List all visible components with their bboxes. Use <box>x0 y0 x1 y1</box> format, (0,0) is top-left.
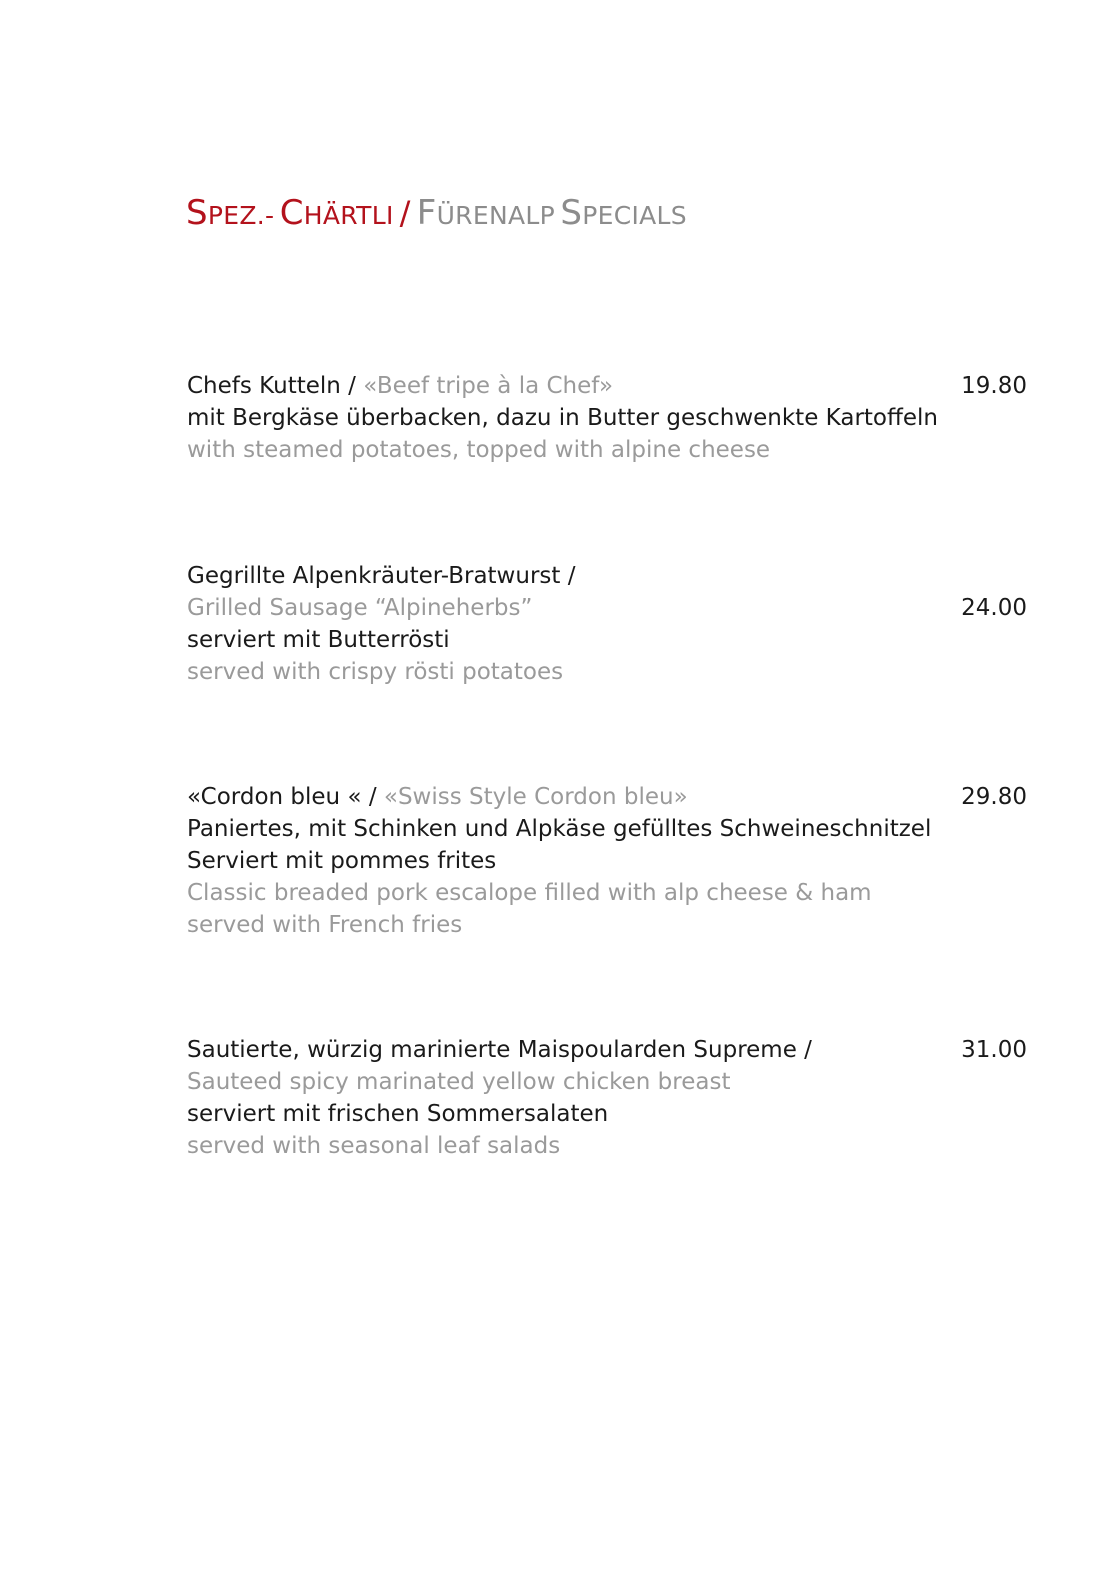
item-price: 29.80 <box>961 784 1027 810</box>
item-name-en: «Swiss Style Cordon bleu» <box>383 784 688 810</box>
item-name-line <box>187 781 1027 813</box>
menu-item <box>187 781 1027 941</box>
item-description-en: Classic breaded pork escalope filled with alp cheese & ham <box>187 880 872 906</box>
page-title <box>186 193 687 233</box>
item-name-en: «Beef tripe à la Chef» <box>363 373 614 399</box>
title-part-4-cap: S <box>560 193 583 233</box>
item-name-de: Chefs Kutteln / <box>187 373 364 399</box>
title-part-2-cap: C <box>279 193 304 233</box>
item-name-line <box>187 370 1027 402</box>
item-name-de: «Cordon bleu « / <box>187 784 384 810</box>
item-description-de: serviert mit frischen Sommersalaten <box>187 1101 609 1127</box>
title-slash: / <box>399 194 411 232</box>
item-price: 19.80 <box>961 373 1027 399</box>
title-part-2-rest: HÄRTLI <box>303 201 394 230</box>
item-description-de: Serviert mit pommes frites <box>187 848 497 874</box>
item-description-de: Paniertes, mit Schinken und Alpkäse gefülltes Schweineschnitzel <box>187 816 932 842</box>
item-description-de: serviert mit Butterrösti <box>187 627 450 653</box>
title-part-3-rest: ÜRENALP <box>436 201 555 230</box>
item-price: 24.00 <box>961 595 1027 621</box>
title-part-1-cap: S <box>186 193 208 233</box>
item-description-en: served with seasonal leaf salads <box>187 1133 561 1159</box>
menu-item <box>187 560 1027 688</box>
title-part-3-cap: F <box>416 193 437 233</box>
item-description-en: served with French fries <box>187 912 463 938</box>
item-name-de: Gegrillte Alpenkräuter-Bratwurst / <box>187 563 576 589</box>
title-part-4-rest: PECIALS <box>582 201 687 230</box>
item-description-en: with steamed potatoes, topped with alpine cheese <box>187 437 771 463</box>
item-name-en: Grilled Sausage “Alpineherbs” <box>187 595 533 621</box>
item-name-de: Sautierte, würzig marinierte Maispoularden Supreme / <box>187 1037 812 1063</box>
menu-item <box>187 370 1027 466</box>
title-part-1-rest: PEZ.- <box>207 201 275 230</box>
item-name-en: Sauteed spicy marinated yellow chicken breast <box>187 1069 731 1095</box>
item-price: 31.00 <box>961 1037 1027 1063</box>
item-description-de: mit Bergkäse überbacken, dazu in Butter geschwenkte Kartoffeln <box>187 405 938 431</box>
menu-item <box>187 1034 1027 1162</box>
item-description-en: served with crispy rösti potatoes <box>187 659 564 685</box>
